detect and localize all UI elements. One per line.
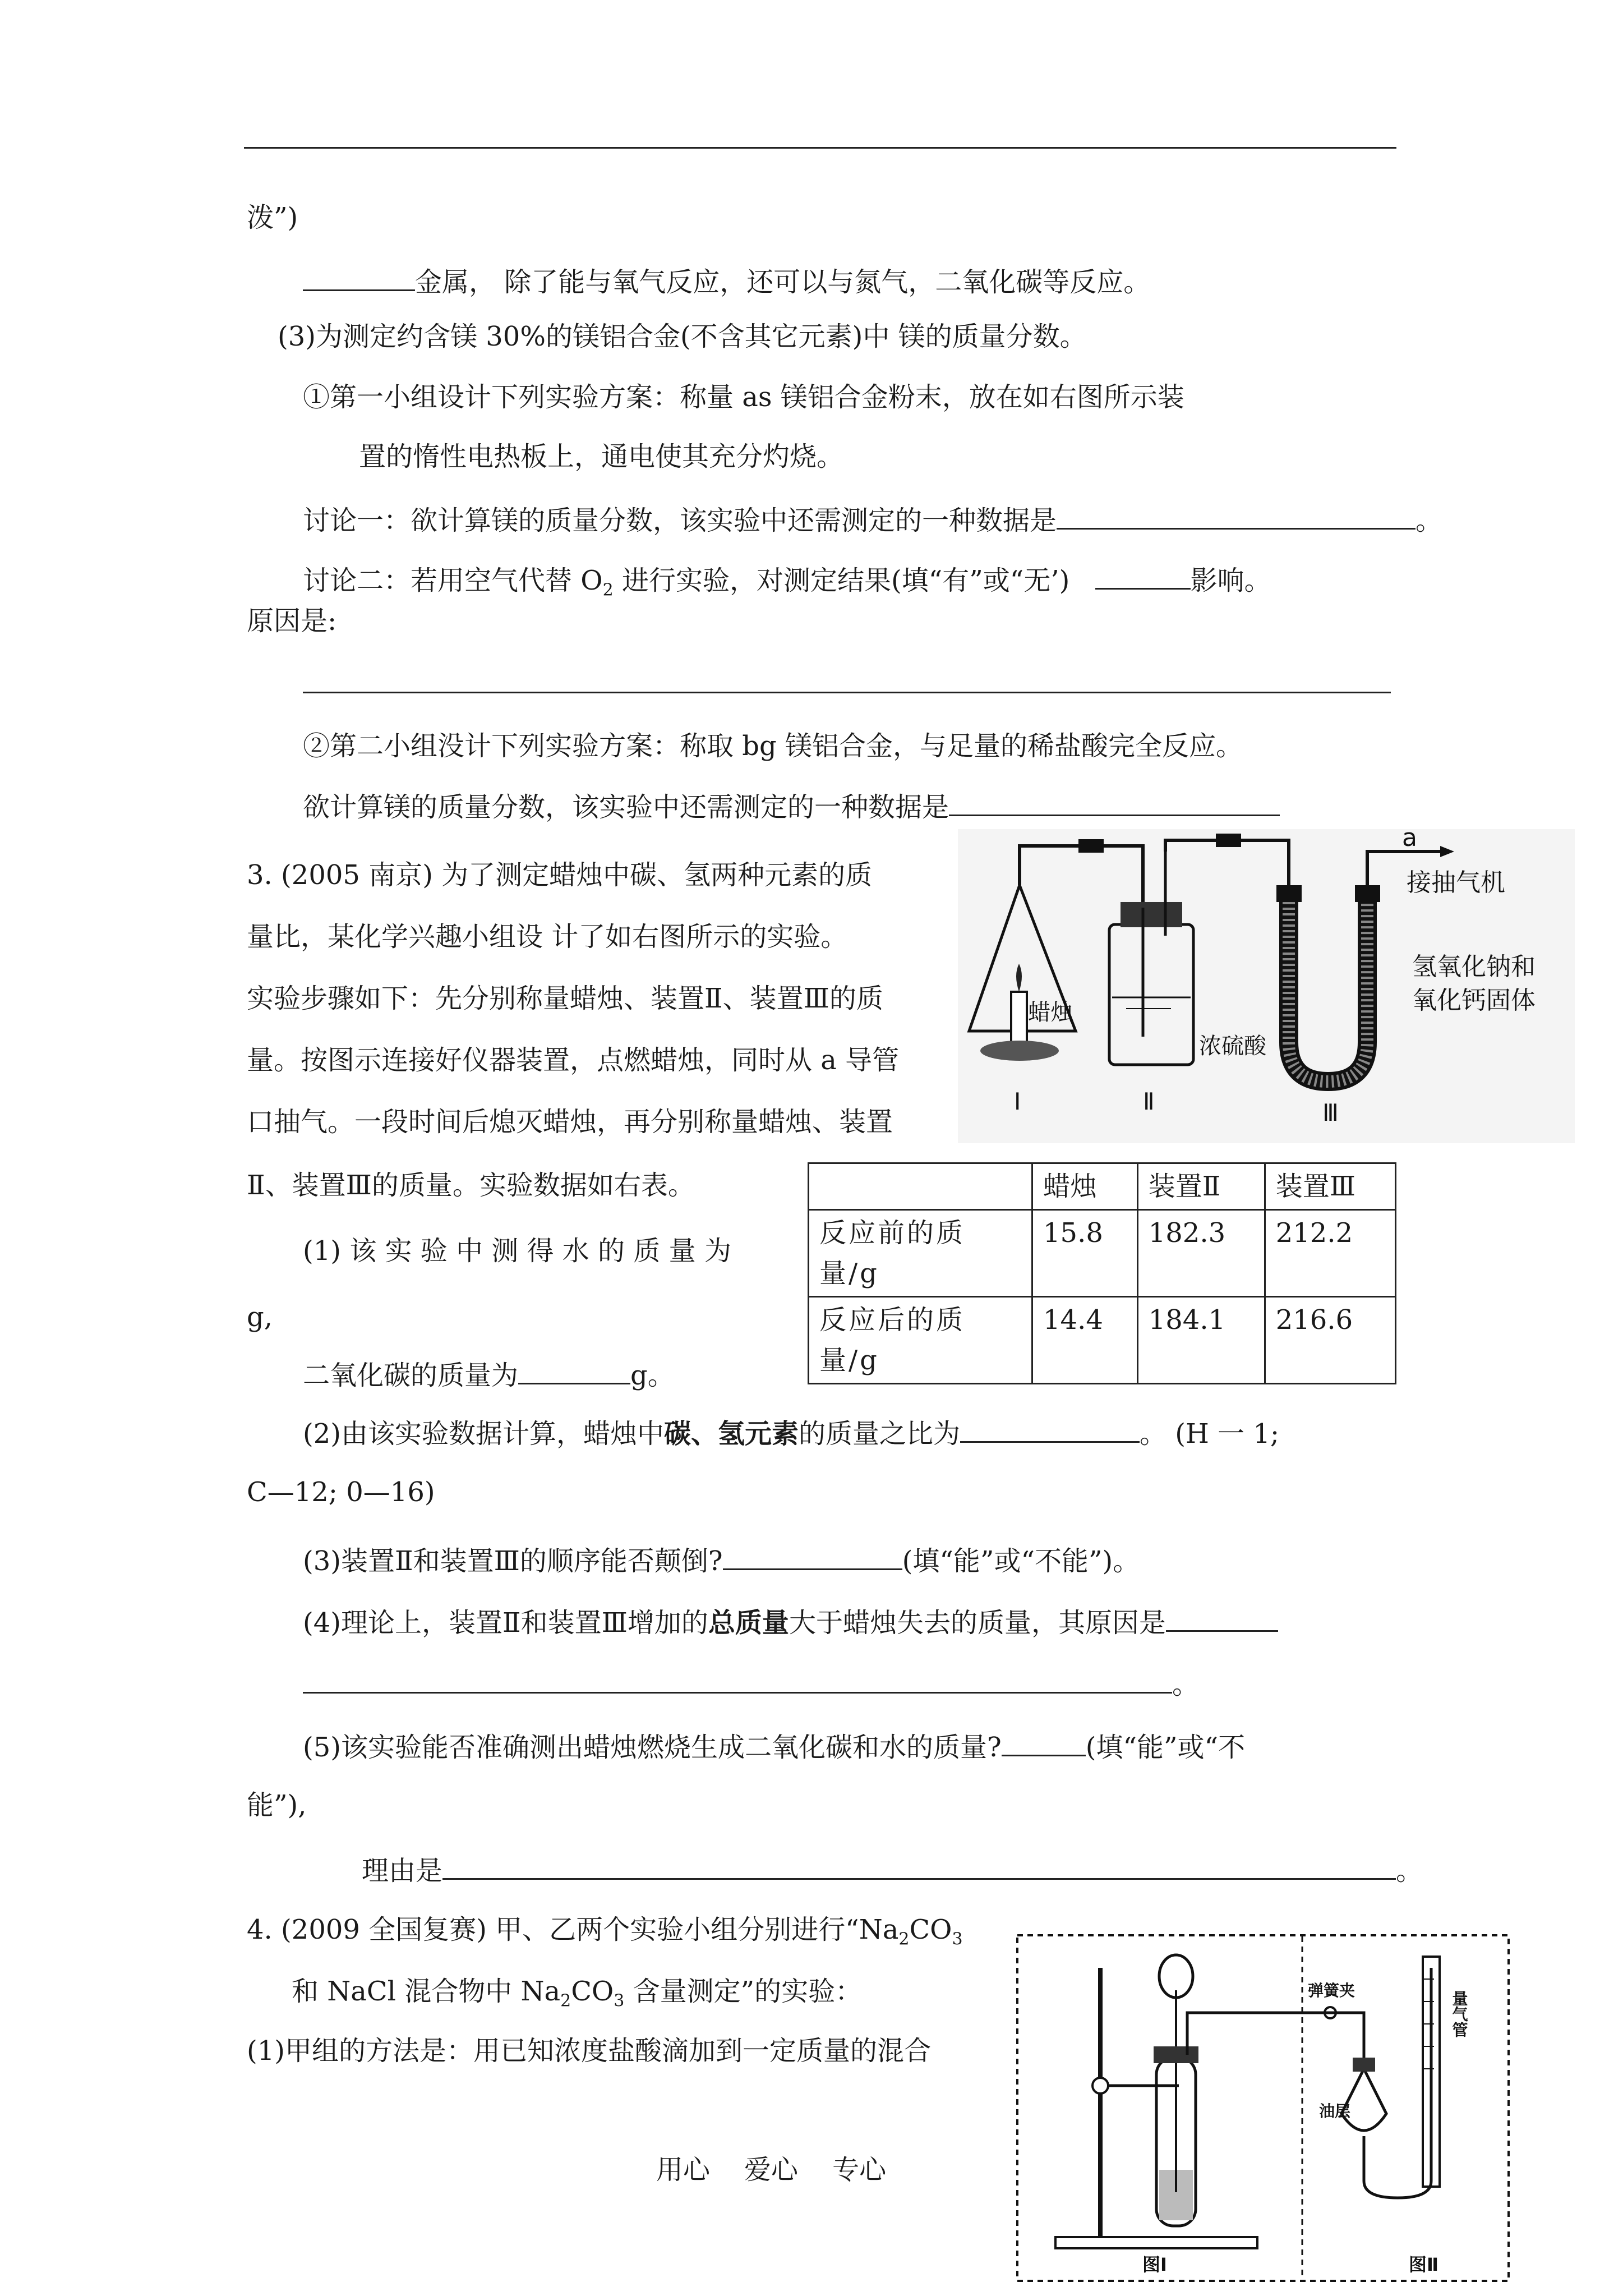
- text-line: 3. (2005 南京) 为了测定蜡烛中碳、氢两种元素的质: [247, 859, 873, 891]
- text-line: 和 NaCl 混合物中 $Na_2CO_3$ 含量测定”的实验：: [292, 1976, 863, 2011]
- text-line: 二氧化碳的质量为 g。: [303, 1356, 675, 1392]
- page-footer: 用心 爱心 专心: [656, 2154, 887, 2185]
- label-oil: 油层: [1319, 2102, 1351, 2120]
- table-cell: 15.8: [1032, 1210, 1138, 1297]
- text-line: (2)由该实验数据计算，蜡烛中碳、氢元素的质量之比为 。 (H 一 1;: [303, 1414, 1279, 1451]
- table-cell: 184.1: [1137, 1297, 1265, 1384]
- text-line: (4)理论上，装置Ⅱ和装置Ⅲ增加的总质量大于蜡烛失去的质量，其原因是: [303, 1603, 1278, 1640]
- label-numeral: Ⅲ: [1322, 1099, 1339, 1126]
- table-cell: 装置Ⅱ: [1137, 1163, 1265, 1210]
- table-cell: 反应后的质量/g: [809, 1297, 1032, 1384]
- text-line: (1) 该 实 验 中 测 得 水 的 质 量 为: [303, 1235, 731, 1267]
- label-acid: 浓硫酸: [1199, 1033, 1266, 1059]
- table-header-row: [809, 1163, 1396, 1210]
- text-line: 量比，某化学兴趣小组设 计了如右图所示的实验。: [247, 921, 848, 953]
- answer-blank[interactable]: [1057, 501, 1415, 530]
- label-solid: 氧化钙固体: [1412, 986, 1536, 1015]
- header-rule: [244, 147, 1396, 149]
- text-line: ②第二小组没计下列实验方案：称取 bg 镁铝合金，与足量的稀盐酸完全反应。: [303, 730, 1243, 762]
- text-line: ①第一小组设计下列实验方案：称量 as 镁铝合金粉末，放在如右图所示装: [303, 381, 1184, 413]
- table-cell: 蜡烛: [1032, 1163, 1138, 1210]
- label-pump: 接抽气机: [1407, 868, 1505, 897]
- answer-blank[interactable]: [949, 788, 1280, 816]
- answer-blank[interactable]: [303, 1665, 1172, 1694]
- table-cell: 216.6: [1265, 1297, 1395, 1384]
- label-solid: 氢氧化钠和: [1412, 953, 1536, 981]
- text-line: Ⅱ、装置Ⅲ的质量。实验数据如右表。: [247, 1170, 695, 1201]
- text-line: 理由是 。: [362, 1851, 1423, 1888]
- apparatus-figure-candle: [958, 829, 1575, 1143]
- text-line: 实验步骤如下：先分别称量蜡烛、装置Ⅱ、装置Ⅲ的质: [247, 983, 883, 1014]
- text-line: (5)该实验能否准确测出蜡烛燃烧生成二氧化碳和水的质量? (填“能”或“不: [303, 1728, 1245, 1764]
- answer-blank[interactable]: [1095, 561, 1191, 590]
- answer-blank[interactable]: [723, 1542, 902, 1570]
- answer-blank[interactable]: [303, 263, 415, 291]
- label-clip: 弹簧夹: [1308, 1981, 1355, 2000]
- label-candle: 蜡烛: [1028, 1000, 1073, 1025]
- text-line: 量。按图示连接好仪器装置，点燃蜡烛，同时从 a 导管: [247, 1045, 900, 1076]
- text-line: 原因是:: [247, 605, 337, 637]
- text-line: 口抽气。一段时间后熄灭蜡烛，再分别称量蜡烛、装置: [247, 1106, 893, 1138]
- text-line: 讨论一：欲计算镁的质量分数，该实验中还需测定的一种数据是 。: [303, 501, 1442, 537]
- answer-blank[interactable]: [1166, 1603, 1278, 1632]
- data-table: [808, 1162, 1396, 1384]
- text-line: C—12; 0—16): [247, 1476, 435, 1508]
- text-line: (3)装置Ⅱ和装置Ⅲ的顺序能否颠倒? (填“能”或“不能”)。: [303, 1542, 1140, 1578]
- answer-blank[interactable]: [518, 1356, 630, 1384]
- label-fig2: 图Ⅱ: [1409, 2254, 1439, 2275]
- text-line: 。: [303, 1665, 1199, 1701]
- text-line: 讨论二：若用空气代替 $O_2$ 进行实验，对测定结果(填“有”或“无’) 影响。: [303, 561, 1271, 608]
- label-fig1: 图Ⅰ: [1142, 2254, 1167, 2275]
- table-row: [809, 1297, 1396, 1384]
- table-cell: 装置Ⅲ: [1265, 1163, 1395, 1210]
- apparatus-figure-gas: [1016, 1934, 1510, 2282]
- table-cell: 14.4: [1032, 1297, 1138, 1384]
- label-gas-tube: 量气管: [1450, 1990, 1469, 2037]
- text-line: 泼”): [247, 202, 298, 233]
- table-cell: [809, 1163, 1032, 1210]
- text-line: 能”),: [247, 1789, 307, 1821]
- text-line: (3)为测定约含镁 30%的镁铝合金(不含其它元素)中 镁的质量分数。: [278, 321, 1087, 352]
- answer-blank[interactable]: [1002, 1728, 1086, 1756]
- label-a: a: [1402, 829, 1417, 852]
- text-line: 4. (2009 全国复赛) 甲、乙两个实验小组分别进行“$Na_2CO_3$: [247, 1914, 963, 1949]
- answer-blank[interactable]: [960, 1414, 1140, 1443]
- table-cell: 182.3: [1137, 1210, 1265, 1297]
- table-cell: 212.2: [1265, 1210, 1395, 1297]
- table-row: [809, 1210, 1396, 1297]
- answer-blank[interactable]: [442, 1851, 1396, 1880]
- text-line: 置的惰性电热板上，通电使其充分灼烧。: [359, 441, 844, 472]
- label-numeral: Ⅱ: [1143, 1088, 1155, 1115]
- table-cell: 反应前的质量/g: [809, 1210, 1032, 1297]
- text-line: (1)甲组的方法是：用已知浓度盐酸滴加到一定质量的混合: [247, 2035, 931, 2067]
- text-line: 欲计算镁的质量分数，该实验中还需测定的一种数据是: [303, 788, 1280, 824]
- text-line: 金属， 除了能与氧气反应，还可以与氮气，二氧化碳等反应。: [303, 263, 1150, 299]
- answer-line[interactable]: [303, 692, 1391, 693]
- label-numeral: Ⅰ: [1014, 1088, 1021, 1115]
- text-line: g,: [247, 1301, 273, 1333]
